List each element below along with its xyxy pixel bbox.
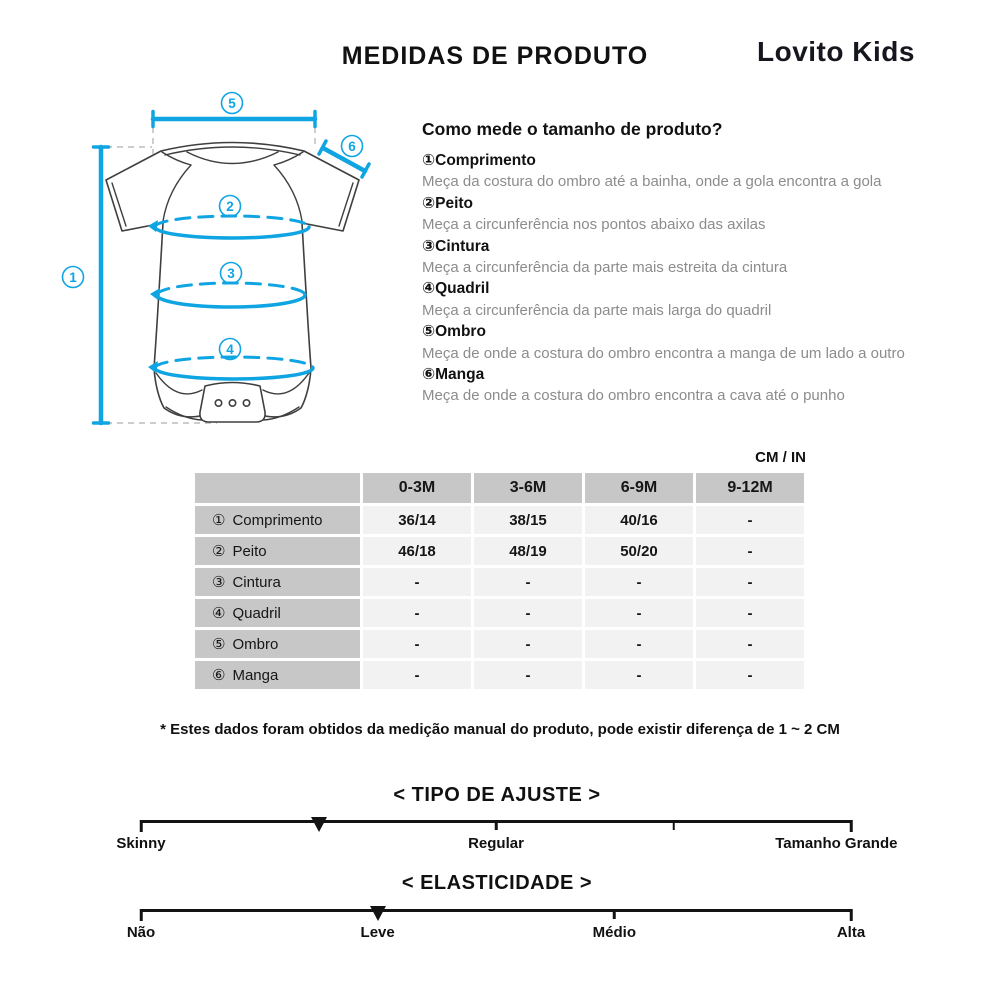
item-description: Meça de onde a costura do ombro encontra a cava até o punho xyxy=(422,387,845,405)
unit-label: CM / IN xyxy=(755,449,806,466)
size-value: - xyxy=(363,661,471,689)
elasticity-marker-icon xyxy=(370,906,386,921)
fit-label-regular: Regular xyxy=(468,835,524,852)
snap-button xyxy=(215,400,221,406)
size-value: 40/16 xyxy=(585,506,693,534)
ruler-tick xyxy=(850,909,853,921)
ruler-tick xyxy=(140,909,143,921)
ruler-tick xyxy=(613,909,616,919)
instruction-item xyxy=(422,364,980,407)
item-number: ⑥ xyxy=(422,366,436,384)
elasticity-label-nao: Não xyxy=(126,924,156,941)
corner-cell xyxy=(195,473,360,503)
size-value: - xyxy=(474,599,582,627)
item-number: ① xyxy=(422,152,436,169)
measurement-disclaimer: * Estes dados foram obtidos da medição manual do produto, pode existir diferença de 1 ~ 2 CM xyxy=(160,721,840,738)
brand-logo: Lovito Kids xyxy=(757,36,915,67)
size-value: 36/14 xyxy=(363,506,471,534)
item-number: ④ xyxy=(422,280,436,298)
item-description: Meça a circunferência da parte mais larga do quadril xyxy=(422,301,772,319)
item-number: ⑤ xyxy=(422,323,436,341)
ruler-tick xyxy=(850,820,853,832)
instruction-item xyxy=(422,278,980,321)
size-value: 48/19 xyxy=(474,537,582,565)
fit-scale-title: < TIPO DE AJUSTE > xyxy=(393,784,601,806)
size-table xyxy=(195,449,806,689)
row-label: ⑥ Manga xyxy=(195,661,360,689)
row-number: ② xyxy=(212,543,226,560)
ruler-tick xyxy=(672,820,675,830)
callout-1: 1 xyxy=(69,269,77,285)
item-title: Cintura xyxy=(435,237,490,255)
ruler-tick xyxy=(495,820,498,830)
instruction-item xyxy=(422,193,980,236)
page-title: MEDIDAS DE PRODUTO xyxy=(341,42,649,70)
fit-label-skinny: Skinny xyxy=(116,835,166,852)
item-title: Manga xyxy=(435,366,485,384)
fit-label-tamanho-grande: Tamanho Grande xyxy=(775,835,898,852)
row-label: ④ Quadril xyxy=(195,599,360,627)
size-col-header: 9-12M xyxy=(696,473,804,503)
item-title: Comprimento xyxy=(435,152,536,169)
bodysuit-measurement-diagram xyxy=(60,90,400,440)
size-value: - xyxy=(696,568,804,596)
size-value: 46/18 xyxy=(363,537,471,565)
item-title: Ombro xyxy=(435,323,486,341)
size-col-header: 6-9M xyxy=(585,473,693,503)
item-title: Quadril xyxy=(435,280,490,298)
size-value: 50/20 xyxy=(585,537,693,565)
row-label: ② Peito xyxy=(195,537,360,565)
size-value: - xyxy=(474,630,582,658)
item-number: ② xyxy=(422,194,436,212)
size-col-header: 0-3M xyxy=(363,473,471,503)
size-value: - xyxy=(696,506,804,534)
elasticity-label-alta: Alta xyxy=(836,924,866,941)
row-label: ③ Cintura xyxy=(195,568,360,596)
row-label: ⑤ Ombro xyxy=(195,630,360,658)
callout-3: 3 xyxy=(227,265,235,281)
size-value: - xyxy=(585,568,693,596)
callout-4: 4 xyxy=(226,341,234,357)
instruction-item xyxy=(422,321,980,364)
size-value: - xyxy=(474,661,582,689)
instruction-item xyxy=(422,236,980,279)
elasticity-label-medio: Médio xyxy=(592,924,636,941)
callout-2: 2 xyxy=(226,198,234,214)
item-description: Meça da costura do ombro até a bainha, onde a gola encontra a gola xyxy=(422,173,882,191)
size-value: - xyxy=(585,599,693,627)
elasticity-scale-title: < ELASTICIDADE > xyxy=(401,872,593,894)
size-value: - xyxy=(696,630,804,658)
size-value: - xyxy=(696,537,804,565)
snap-button xyxy=(229,400,235,406)
row-number: ③ xyxy=(212,574,226,591)
row-number: ④ xyxy=(212,605,226,622)
fit-scale-ruler xyxy=(116,820,898,852)
row-number: ⑤ xyxy=(212,636,226,653)
item-title: Peito xyxy=(435,194,474,212)
item-description: Meça a circunferência nos pontos abaixo das axilas xyxy=(422,216,766,234)
instructions-heading: Como mede o tamanho de produto? xyxy=(422,119,723,139)
size-value: - xyxy=(696,599,804,627)
callout-5: 5 xyxy=(228,95,236,111)
item-description: Meça a circunferência da parte mais estreita da cintura xyxy=(422,259,788,277)
fit-marker-icon xyxy=(311,817,327,832)
size-value: - xyxy=(474,568,582,596)
instruction-item xyxy=(422,150,980,193)
measurement-instructions xyxy=(422,119,980,407)
row-label: ① Comprimento xyxy=(195,506,360,534)
size-value: - xyxy=(363,630,471,658)
elasticity-scale-ruler xyxy=(126,909,866,941)
row-number: ① xyxy=(212,512,226,529)
snap-button xyxy=(243,400,249,406)
size-col-header: 3-6M xyxy=(474,473,582,503)
size-value: - xyxy=(585,661,693,689)
row-number: ⑥ xyxy=(212,667,226,684)
item-number: ③ xyxy=(422,237,436,255)
size-value: 38/15 xyxy=(474,506,582,534)
size-value: - xyxy=(696,661,804,689)
ruler-tick xyxy=(140,820,143,832)
size-value: - xyxy=(585,630,693,658)
size-grid xyxy=(195,473,806,689)
size-value: - xyxy=(363,568,471,596)
elasticity-label-leve: Leve xyxy=(360,924,395,941)
callout-6: 6 xyxy=(348,138,356,154)
item-description: Meça de onde a costura do ombro encontra a manga de um lado a outro xyxy=(422,344,905,362)
size-value: - xyxy=(363,599,471,627)
ruler-line xyxy=(141,909,851,912)
